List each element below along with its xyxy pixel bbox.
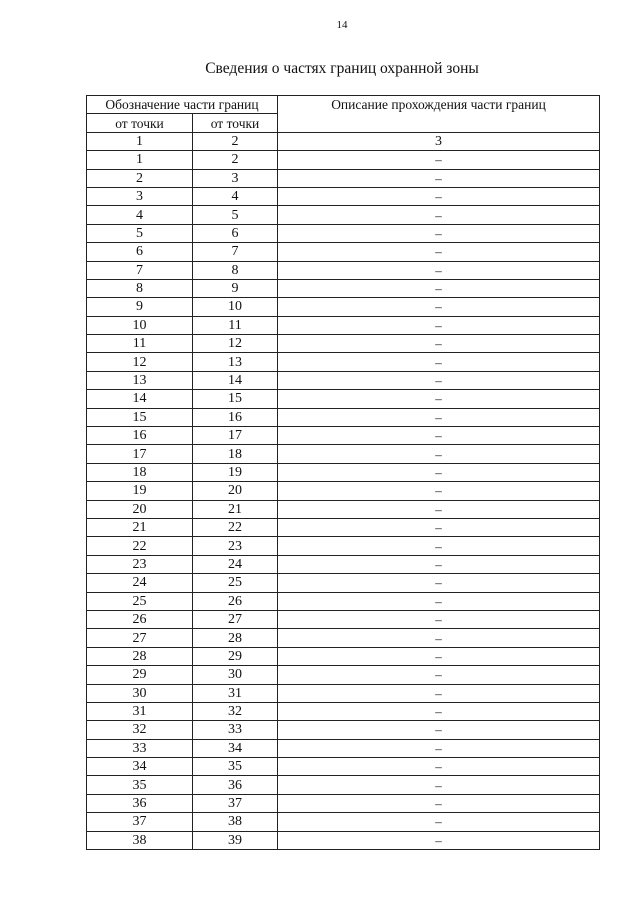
table-row — [87, 776, 600, 794]
to-point-cell: 15 — [193, 390, 278, 408]
from-point-cell: 29 — [87, 666, 193, 684]
table-row — [87, 482, 600, 500]
table-row — [87, 702, 600, 720]
description-cell: – — [278, 445, 600, 463]
table-row — [87, 518, 600, 536]
to-point-cell: 26 — [193, 592, 278, 610]
from-point-cell: 21 — [87, 518, 193, 536]
from-point-cell: 13 — [87, 371, 193, 389]
to-point-cell: 28 — [193, 629, 278, 647]
to-point-cell: 11 — [193, 316, 278, 334]
description-cell: – — [278, 482, 600, 500]
table-row — [87, 758, 600, 776]
to-point-cell: 18 — [193, 445, 278, 463]
description-cell: – — [278, 794, 600, 812]
table-row — [87, 279, 600, 297]
to-point-cell: 17 — [193, 427, 278, 445]
from-point-cell: 26 — [87, 610, 193, 628]
table-row — [87, 151, 600, 169]
table-row — [87, 371, 600, 389]
to-point-cell: 36 — [193, 776, 278, 794]
table-row — [87, 298, 600, 316]
description-cell: – — [278, 187, 600, 205]
from-point-cell: 11 — [87, 335, 193, 353]
from-point-cell: 12 — [87, 353, 193, 371]
from-point-cell: 25 — [87, 592, 193, 610]
boundary-parts-table — [86, 95, 600, 850]
from-point-cell: 7 — [87, 261, 193, 279]
description-cell: – — [278, 427, 600, 445]
to-point-cell: 8 — [193, 261, 278, 279]
to-point-cell: 39 — [193, 831, 278, 849]
description-cell: – — [278, 739, 600, 757]
description-cell: – — [278, 592, 600, 610]
description-cell: – — [278, 684, 600, 702]
from-point-cell: 32 — [87, 721, 193, 739]
to-point-cell: 7 — [193, 243, 278, 261]
from-point-cell: 34 — [87, 758, 193, 776]
from-point-cell: 4 — [87, 206, 193, 224]
description-cell: – — [278, 721, 600, 739]
table-row — [87, 390, 600, 408]
description-cell: – — [278, 831, 600, 849]
to-point-cell: 37 — [193, 794, 278, 812]
from-point-cell: 28 — [87, 647, 193, 665]
to-point-cell: 20 — [193, 482, 278, 500]
to-point-cell: 16 — [193, 408, 278, 426]
description-cell: – — [278, 206, 600, 224]
column-number-2: 2 — [193, 132, 278, 150]
table-row — [87, 831, 600, 849]
to-point-cell: 29 — [193, 647, 278, 665]
from-point-cell: 19 — [87, 482, 193, 500]
description-cell: – — [278, 537, 600, 555]
to-point-cell: 38 — [193, 813, 278, 831]
description-cell: – — [278, 151, 600, 169]
from-point-cell: 37 — [87, 813, 193, 831]
table-row — [87, 592, 600, 610]
table-row — [87, 169, 600, 187]
from-point-cell: 14 — [87, 390, 193, 408]
table-row — [87, 629, 600, 647]
description-cell: – — [278, 316, 600, 334]
column-number-3: 3 — [278, 132, 600, 150]
to-point-cell: 19 — [193, 463, 278, 481]
from-point-cell: 2 — [87, 169, 193, 187]
table-row — [87, 813, 600, 831]
description-header: Описание прохождения части границ — [278, 96, 600, 133]
table-row — [87, 500, 600, 518]
description-cell: – — [278, 279, 600, 297]
table-row — [87, 206, 600, 224]
table-row — [87, 408, 600, 426]
table-row — [87, 666, 600, 684]
to-point-cell: 31 — [193, 684, 278, 702]
table-row — [87, 610, 600, 628]
description-cell: – — [278, 261, 600, 279]
description-cell: – — [278, 243, 600, 261]
description-cell: – — [278, 629, 600, 647]
from-point-cell: 9 — [87, 298, 193, 316]
to-point-cell: 13 — [193, 353, 278, 371]
to-point-cell: 23 — [193, 537, 278, 555]
from-point-cell: 27 — [87, 629, 193, 647]
table-row — [87, 684, 600, 702]
to-point-cell: 2 — [193, 151, 278, 169]
from-point-cell: 33 — [87, 739, 193, 757]
description-cell: – — [278, 555, 600, 573]
table-row — [87, 224, 600, 242]
description-cell: – — [278, 390, 600, 408]
to-point-cell: 9 — [193, 279, 278, 297]
table-row — [87, 555, 600, 573]
description-cell: – — [278, 813, 600, 831]
to-point-cell: 30 — [193, 666, 278, 684]
description-cell: – — [278, 463, 600, 481]
description-cell: – — [278, 298, 600, 316]
table-row — [87, 316, 600, 334]
description-cell: – — [278, 169, 600, 187]
from-point-cell: 17 — [87, 445, 193, 463]
from-point-cell: 6 — [87, 243, 193, 261]
table-row — [87, 537, 600, 555]
to-point-cell: 27 — [193, 610, 278, 628]
to-point-cell: 6 — [193, 224, 278, 242]
table-row — [87, 187, 600, 205]
to-point-cell: 21 — [193, 500, 278, 518]
description-cell: – — [278, 408, 600, 426]
from-point-cell: 10 — [87, 316, 193, 334]
page-number: 14 — [336, 19, 348, 31]
to-point-cell: 24 — [193, 555, 278, 573]
description-cell: – — [278, 776, 600, 794]
description-cell: – — [278, 353, 600, 371]
to-point-cell: 3 — [193, 169, 278, 187]
description-cell: – — [278, 224, 600, 242]
column-number-1: 1 — [87, 132, 193, 150]
from-point-cell: 18 — [87, 463, 193, 481]
to-point-cell: 22 — [193, 518, 278, 536]
from-point-cell: 5 — [87, 224, 193, 242]
from-point-cell: 3 — [87, 187, 193, 205]
from-point-cell: 16 — [87, 427, 193, 445]
to-point-cell: 32 — [193, 702, 278, 720]
to-point-cell: 33 — [193, 721, 278, 739]
table-row — [87, 335, 600, 353]
table-row — [87, 647, 600, 665]
description-cell: – — [278, 371, 600, 389]
description-cell: – — [278, 647, 600, 665]
from-point-cell: 30 — [87, 684, 193, 702]
from-point-cell: 15 — [87, 408, 193, 426]
from-point-cell: 22 — [87, 537, 193, 555]
to-point-cell: 12 — [193, 335, 278, 353]
from-point-cell: 36 — [87, 794, 193, 812]
to-point-cell: 35 — [193, 758, 278, 776]
to-point-cell: 4 — [193, 187, 278, 205]
to-point-cell: 34 — [193, 739, 278, 757]
from-point-cell: 35 — [87, 776, 193, 794]
column-number-row — [87, 132, 600, 150]
from-point-cell: 38 — [87, 831, 193, 849]
table-row — [87, 243, 600, 261]
from-point-header: от точки — [87, 114, 193, 132]
from-point-cell: 1 — [87, 151, 193, 169]
to-point-cell: 25 — [193, 574, 278, 592]
to-point-cell: 5 — [193, 206, 278, 224]
table-row — [87, 353, 600, 371]
description-cell: – — [278, 666, 600, 684]
table-row — [87, 445, 600, 463]
description-cell: – — [278, 500, 600, 518]
table-row — [87, 463, 600, 481]
table-row — [87, 427, 600, 445]
from-point-cell: 31 — [87, 702, 193, 720]
from-point-cell: 20 — [87, 500, 193, 518]
description-cell: – — [278, 758, 600, 776]
description-cell: – — [278, 702, 600, 720]
table-row — [87, 794, 600, 812]
to-point-cell: 10 — [193, 298, 278, 316]
table-row — [87, 739, 600, 757]
to-point-header: от точки — [193, 114, 278, 132]
to-point-cell: 14 — [193, 371, 278, 389]
table-header — [87, 96, 600, 151]
page-title: Сведения о частях границ охранной зоны — [205, 60, 479, 77]
from-point-cell: 8 — [87, 279, 193, 297]
description-cell: – — [278, 610, 600, 628]
table-row — [87, 574, 600, 592]
table-row — [87, 721, 600, 739]
description-cell: – — [278, 574, 600, 592]
from-point-cell: 23 — [87, 555, 193, 573]
boundary-part-header: Обозначение части границ — [87, 96, 278, 114]
description-cell: – — [278, 518, 600, 536]
description-cell: – — [278, 335, 600, 353]
from-point-cell: 24 — [87, 574, 193, 592]
table-row — [87, 261, 600, 279]
table-body — [87, 151, 600, 850]
